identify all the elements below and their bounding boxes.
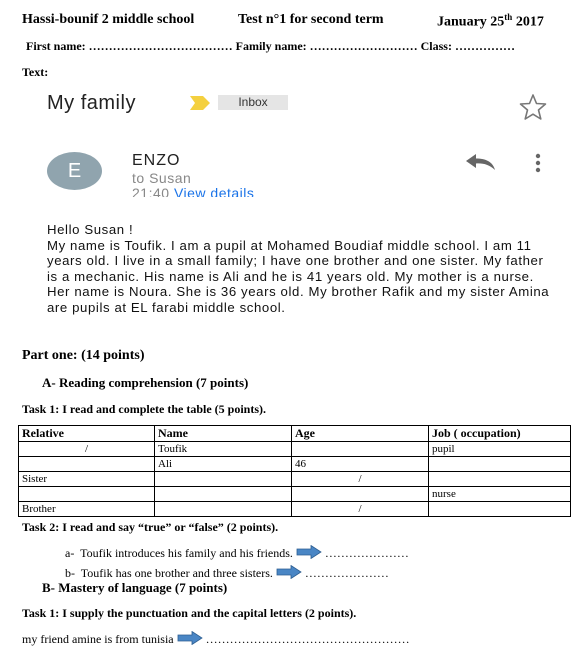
cell-age[interactable] xyxy=(292,487,429,502)
header-name: Name xyxy=(155,426,292,442)
exercise-sentence: my friend amine is from tunisia xyxy=(22,631,174,646)
answer-blank[interactable]: …………………………………………… xyxy=(205,631,410,646)
text-label: Text: xyxy=(22,65,49,79)
label-tag-icon xyxy=(190,96,210,115)
table-row xyxy=(19,502,571,517)
date-text: January 25 xyxy=(437,14,505,30)
email-time: 21:40 xyxy=(132,185,170,197)
table-row xyxy=(19,487,571,502)
table-header-row xyxy=(19,426,571,442)
cell-relative: Brother xyxy=(19,502,155,517)
email-greeting: Hello Susan ! xyxy=(47,222,134,237)
section-b-heading: B- Mastery of language (7 points) xyxy=(42,580,228,595)
inbox-label[interactable]: Inbox xyxy=(218,95,288,110)
statement-marker: a- xyxy=(65,545,75,560)
cell-relative[interactable] xyxy=(19,457,155,472)
statement-a xyxy=(65,545,409,563)
cell-job[interactable] xyxy=(429,472,571,487)
cell-job: nurse xyxy=(429,487,571,502)
student-info-line: First name: ……………………………… Family name: ……………………… Class: …………… xyxy=(26,39,515,53)
date-suffix: th xyxy=(504,12,513,22)
cell-name: Ali xyxy=(155,457,292,472)
task2-instruction: Task 2: I read and say “true” or “false” (2 points). xyxy=(22,520,279,534)
more-options-icon[interactable] xyxy=(534,153,542,178)
statement-text: Toufik has one brother and three sisters. xyxy=(80,565,273,580)
test-date xyxy=(437,12,544,31)
header-relative: Relative xyxy=(19,426,155,442)
cell-name[interactable] xyxy=(155,487,292,502)
reply-icon[interactable] xyxy=(465,153,497,176)
recipient-line: to Susan xyxy=(132,170,192,186)
school-name: Hassi-bounif 2 middle school xyxy=(22,12,195,27)
email-message: My name is Toufik. I am a pupil at Mohamed Boudiaf middle school. I am 11 years old. I live in a small family; I have one brother and one sister. My father is a mechanic. His name is Ali and he is 41 years old. My mother is a nurse. Her name is Noura. She is 36 years old. My brother Rafik and my sister Amina are pupils at EL farabi middle school. xyxy=(47,237,550,315)
cell-relative: Sister xyxy=(19,472,155,487)
cell-name[interactable] xyxy=(155,502,292,517)
arrow-right-icon xyxy=(177,631,203,649)
cell-relative[interactable] xyxy=(19,487,155,502)
task3-instruction: Task 1: I supply the punctuation and the capital letters (2 points). xyxy=(22,606,357,620)
cell-job[interactable] xyxy=(429,502,571,517)
email-body xyxy=(47,222,557,316)
view-details-link[interactable]: View details xyxy=(173,185,255,197)
cell-age: / xyxy=(292,502,429,517)
avatar: E xyxy=(47,152,102,190)
sender-name: ENZO xyxy=(132,152,181,169)
task1-instruction: Task 1: I read and complete the table (5 points). xyxy=(22,402,267,416)
header-age: Age xyxy=(292,426,429,442)
punctuation-exercise xyxy=(22,631,410,649)
answer-blank[interactable]: ………………… xyxy=(324,545,409,560)
cell-job: pupil xyxy=(429,442,571,457)
cell-name: Toufik xyxy=(155,442,292,457)
answer-blank[interactable]: ………………… xyxy=(304,565,389,580)
cell-name[interactable] xyxy=(155,472,292,487)
test-title: Test n°1 for second term xyxy=(238,12,384,27)
table-row xyxy=(19,442,571,457)
relatives-table xyxy=(18,425,571,517)
email-subject: My family xyxy=(47,92,136,114)
date-year: 2017 xyxy=(512,14,544,30)
cell-relative[interactable]: / xyxy=(19,442,155,457)
arrow-right-icon xyxy=(276,565,302,583)
time-line xyxy=(132,185,254,197)
cell-age: / xyxy=(292,472,429,487)
cell-job[interactable] xyxy=(429,457,571,472)
header-job: Job ( occupation) xyxy=(429,426,571,442)
table-row xyxy=(19,472,571,487)
arrow-right-icon xyxy=(296,545,322,563)
statement-marker: b- xyxy=(65,565,75,580)
star-icon[interactable] xyxy=(518,93,548,126)
cell-age[interactable] xyxy=(292,442,429,457)
part-one-heading: Part one: (14 points) xyxy=(22,348,145,363)
statement-text: Toufik introduces his family and his friends. xyxy=(80,545,293,560)
section-a-heading: A- Reading comprehension (7 points) xyxy=(42,375,249,390)
cell-age: 46 xyxy=(292,457,429,472)
table-row xyxy=(19,457,571,472)
